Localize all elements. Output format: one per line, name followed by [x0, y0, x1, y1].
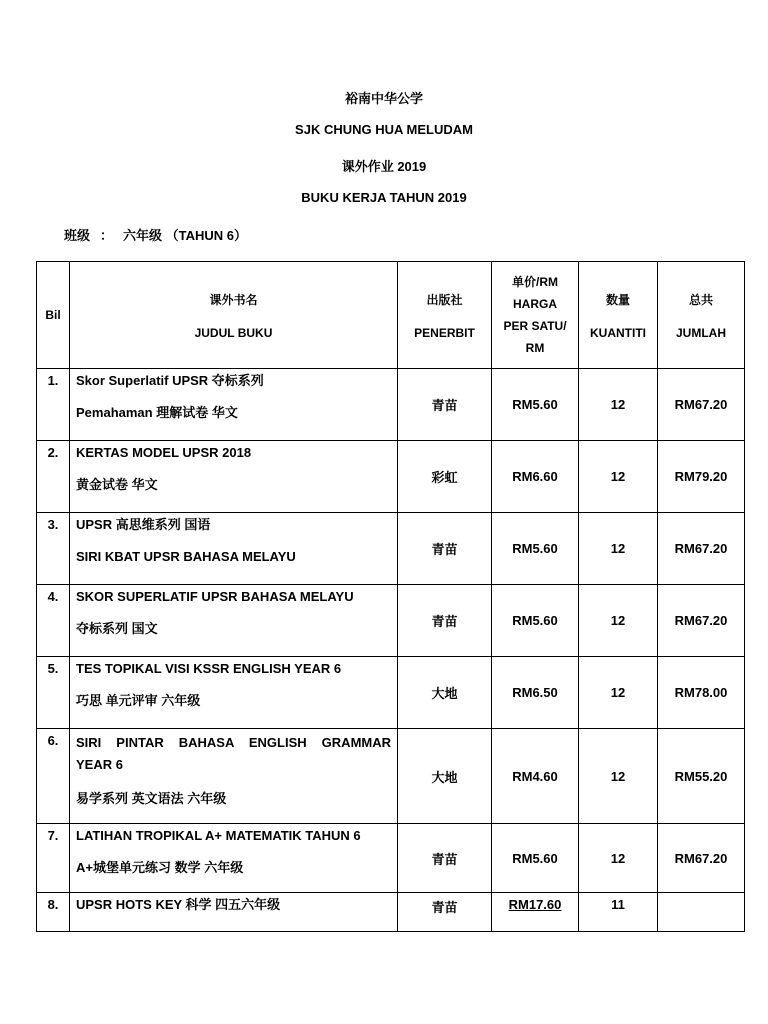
row-number: 5.: [37, 657, 70, 729]
total: RM55.20: [658, 729, 745, 824]
table-row: [37, 893, 745, 932]
header-quantity: [579, 262, 658, 369]
quantity: 12: [579, 824, 658, 893]
total: RM67.20: [658, 585, 745, 657]
header-price-chinese: 单价/RM: [512, 275, 558, 289]
header-publisher: [398, 262, 492, 369]
total: RM67.20: [658, 513, 745, 585]
row-number: 7.: [37, 824, 70, 893]
row-number: 1.: [37, 369, 70, 441]
total: RM78.00: [658, 657, 745, 729]
class-value: 六年级 （TAHUN 6）: [123, 228, 248, 243]
row-number: 2.: [37, 441, 70, 513]
row-number: 8.: [37, 893, 70, 932]
quantity: 12: [579, 729, 658, 824]
header-price-line2: PER SATU/: [503, 319, 567, 333]
school-name-chinese: 裕南中华公学: [344, 91, 423, 106]
header-total-chinese: 总共: [688, 292, 713, 307]
book-list-table: [36, 261, 745, 932]
price: RM5.60: [492, 513, 579, 585]
quantity: 12: [579, 369, 658, 441]
header-total-malay: JUMLAH: [676, 325, 726, 340]
class-line: [64, 225, 247, 244]
publisher: 大地: [398, 729, 492, 824]
publisher: 青苗: [398, 585, 492, 657]
quantity: 12: [579, 441, 658, 513]
subtitle-chinese: 课外作业 2019: [341, 159, 427, 174]
quantity: 12: [579, 513, 658, 585]
header-quantity-chinese: 数量: [605, 292, 630, 307]
header-title-malay: JUDUL BUKU: [194, 325, 273, 340]
header-bil: Bil: [37, 262, 70, 369]
school-name: SJK CHUNG HUA MELUDAM: [295, 122, 473, 137]
row-number: 3.: [37, 513, 70, 585]
book-title: UPSR 高思维系列 国语 SIRI KBAT UPSR BAHASA MELAYU: [70, 513, 398, 585]
price: RM17.60: [492, 893, 579, 932]
price: RM5.60: [492, 369, 579, 441]
book-title: Skor Superlatif UPSR 夺标系列 Pemahaman 理解试卷 华文: [70, 369, 398, 441]
total: RM67.20: [658, 824, 745, 893]
table-row: [37, 441, 745, 513]
table-row: [37, 513, 745, 585]
publisher: 青苗: [398, 369, 492, 441]
quantity: 12: [579, 657, 658, 729]
header-publisher-chinese: 出版社: [426, 292, 463, 307]
total: RM67.20: [658, 369, 745, 441]
header-title-chinese: 课外书名: [209, 292, 258, 307]
table-row: [37, 657, 745, 729]
header-total: [658, 262, 745, 369]
publisher: 彩虹: [398, 441, 492, 513]
row-number: 6.: [37, 729, 70, 824]
price: RM5.60: [492, 585, 579, 657]
total: [658, 893, 745, 932]
header-price: [492, 262, 579, 369]
book-title: SIRI PINTAR BAHASA ENGLISH GRAMMAR YEAR 6 易学系列 英文语法 六年级: [70, 729, 398, 824]
quantity: 11: [579, 893, 658, 932]
table-row: [37, 729, 745, 824]
class-label: 班级: [64, 228, 91, 243]
publisher: 青苗: [398, 893, 492, 932]
subtitle: BUKU KERJA TAHUN 2019: [301, 190, 467, 205]
book-title: LATIHAN TROPIKAL A+ MATEMATIK TAHUN 6 A+城堡单元练习 数学 六年级: [70, 824, 398, 893]
header-publisher-malay: PENERBIT: [414, 325, 475, 340]
total: RM79.20: [658, 441, 745, 513]
price: RM6.60: [492, 441, 579, 513]
header-row: [37, 262, 745, 369]
book-title: KERTAS MODEL UPSR 2018 黄金试卷 华文: [70, 441, 398, 513]
header-price-line1: HARGA: [513, 297, 557, 311]
book-title: TES TOPIKAL VISI KSSR ENGLISH YEAR 6 巧思 单元评审 六年级: [70, 657, 398, 729]
publisher: 青苗: [398, 824, 492, 893]
class-separator: ：: [100, 228, 114, 243]
row-number: 4.: [37, 585, 70, 657]
publisher: 青苗: [398, 513, 492, 585]
publisher: 大地: [398, 657, 492, 729]
table-row: [37, 585, 745, 657]
book-title: UPSR HOTS KEY 科学 四五六年级: [70, 893, 398, 932]
header-title: [70, 262, 398, 369]
book-title: SKOR SUPERLATIF UPSR BAHASA MELAYU 夺标系列 国文: [70, 585, 398, 657]
header-price-line3: RM: [525, 341, 545, 355]
price: RM4.60: [492, 729, 579, 824]
table-row: [37, 824, 745, 893]
price: RM5.60: [492, 824, 579, 893]
price: RM6.50: [492, 657, 579, 729]
quantity: 12: [579, 585, 658, 657]
header-quantity-malay: KUANTITI: [590, 325, 646, 340]
table-row: [37, 369, 745, 441]
